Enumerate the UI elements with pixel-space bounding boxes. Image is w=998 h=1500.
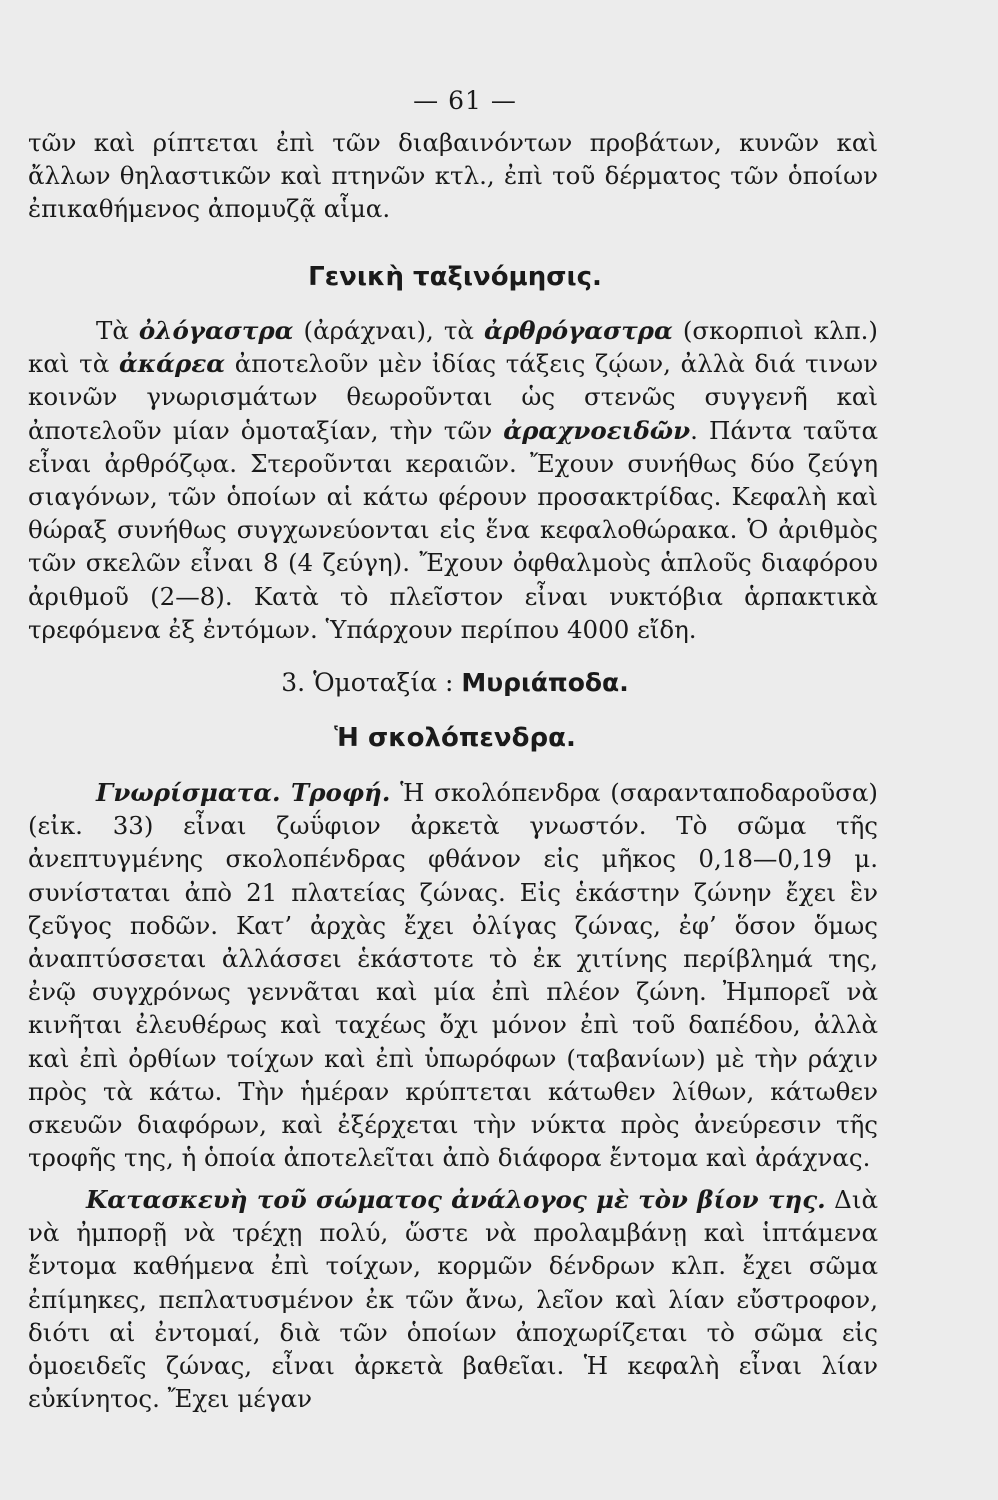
text-run: (ἀράχναι), τὰ	[293, 316, 484, 345]
text-run: ἀποτελοῦν μὲν ἰδίας τάξεις ζῴων, ἀλλὰ διά τινων κοινῶν γνωρισμάτων θεωροῦνται ὡς στενῶς συγγενῆ καὶ ἀποτελοῦν μίαν ὁμοταξίαν, τὴν τῶν	[28, 349, 878, 445]
class-heading-name: Μυριάποδα.	[461, 668, 629, 697]
characteristics-paragraph	[28, 776, 878, 1174]
characteristics-body: Ἡ σκολόπενδρα (σαρανταποδαροῦσα) (εἰκ. 33) εἶναι ζωΰφιον ἀρκετὰ γνωστόν. Τὸ σῶμα τῆς ἀνεπτυγμένης σκολοπένδρας φθάνον εἰς μῆκος 0,18—0,19 μ. συνίσταται ἀπὸ 21 πλατείας ζώνας. Εἰς ἑκάστην ζώνην ἔχει ἓν ζεῦγος ποδῶν. Κατ’ ἀρχὰς ἔχει ὀλίγας ζώνας, ἐφ’ ὅσον ὅμως ἀναπτύσσεται ἀλλάσσει ἑκάστοτε τὸ ἐκ χιτίνης περίβλημά της, ἐνῷ συγχρόνως γεννᾶται καὶ μία ἐπὶ πλέον ζώνη. Ἠμπορεῖ νὰ κινῆται ἐλευθέρως καὶ ταχέως ὄχι μόνον ἐπὶ τοῦ δαπέδου, ἀλλὰ καὶ ἐπὶ ὀρθίων τοίχων καὶ ἐπὶ ὑπωρόφων (ταβανίων) μὲ τὴν ράχιν πρὸς τὰ κάτω. Τὴν ἡμέραν κρύπτεται κάτωθεν λίθων, κάτωθεν σκευῶν διαφόρων, καὶ ἐξέρχεται τὴν νύκτα πρὸς ἀνεύρεσιν τῆς τροφῆς της, ἡ ὁποία ἀποτελεῖται ἀπὸ διάφορα ἔντομα καὶ ἀράχνας.	[28, 778, 878, 1173]
term-arachnoeidon: ἀραχνοειδῶν	[503, 415, 691, 445]
term-arthrogastra: ἀρθρόγαστρα	[483, 316, 673, 345]
text-run: . Πάντα ταῦτα εἶναι ἀρθρόζῳα. Στεροῦνται κεραιῶν. Ἔχουν συνήθως δύο ζεύγη σιαγόνων, τῶν ὁποίων αἱ κάτω φέρουν προσακτρίδας. Κεφαλὴ καὶ θώραξ συνήθως συγχωνεύονται εἰς ἕνα κεφαλοθώρακα. Ὁ ἀριθμὸς τῶν σκελῶν εἶναι 8 (4 ζεύγη). Ἔχουν ὀφθαλμοὺς ἁπλοῦς διαφόρου ἀριθμοῦ (2—8). Κατὰ τὸ πλεῖστον εἶναι νυκτόβια ἁρπακτικὰ τρεφόμενα ἐξ ἐντόμων. Ὑπάρχουν περίπου 4000 εἴδη.	[28, 415, 878, 644]
text-run: Τὰ	[96, 316, 139, 345]
intro-paragraph	[28, 126, 878, 226]
page-number: — 61 —	[413, 86, 517, 115]
species-heading: Ἡ σκολόπενδρα.	[334, 723, 576, 753]
class-heading	[0, 668, 910, 697]
classification-text	[28, 314, 878, 646]
structure-paragraph	[28, 1183, 878, 1415]
intro-text: τῶν καὶ ρίπτεται ἐπὶ τῶν διαβαινόντων προβάτων, κυνῶν καὶ ἄλλων θηλαστικῶν καὶ πτηνῶν κτλ., ἐπὶ τοῦ δέρματος τῶν ὁποίων ἐπικαθήμενος ἀπομυζᾷ αἷμα.	[28, 128, 878, 224]
class-heading-prefix: 3. Ὁμοταξία :	[281, 668, 462, 697]
characteristics-label: Γνωρίσματα. Τροφή.	[96, 778, 391, 807]
text-run: (σκορπιοὶ κλπ.) καὶ τὰ	[28, 316, 878, 379]
structure-label: Κατασκευὴ τοῦ σώματος ἀνάλογος μὲ τὸν βίον της.	[86, 1185, 826, 1214]
term-ologastra: ὀλόγαστρα	[138, 316, 294, 345]
classification-paragraph	[28, 314, 878, 646]
section-heading: Γενικὴ ταξινόμησις.	[308, 262, 602, 292]
structure-text	[28, 1183, 878, 1415]
term-akarea: ἀκάρεα	[118, 349, 226, 379]
characteristics-text	[28, 776, 878, 1174]
structure-body: Διὰ νὰ ἠμπορῇ νὰ τρέχῃ πολύ, ὥστε νὰ προλαμβάνῃ καὶ ἱπτάμενα ἔντομα καθήμενα ἐπὶ τοίχων, κορμῶν δένδρων κλπ. ἔχει σῶμα ἐπίμηκες, πεπλατυσμένον ἐκ τῶν ἄνω, λεῖον καὶ λίαν εὔστροφον, διότι αἱ ἐντομαί, διὰ τῶν ὁποίων ἀποχωρίζεται τὸ σῶμα εἰς ὁμοειδεῖς ζώνας, εἶναι ἀρκετὰ βαθεῖαι. Ἡ κεφαλὴ εἶναι λίαν εὐκίνητος. Ἔχει μέγαν	[28, 1185, 878, 1414]
